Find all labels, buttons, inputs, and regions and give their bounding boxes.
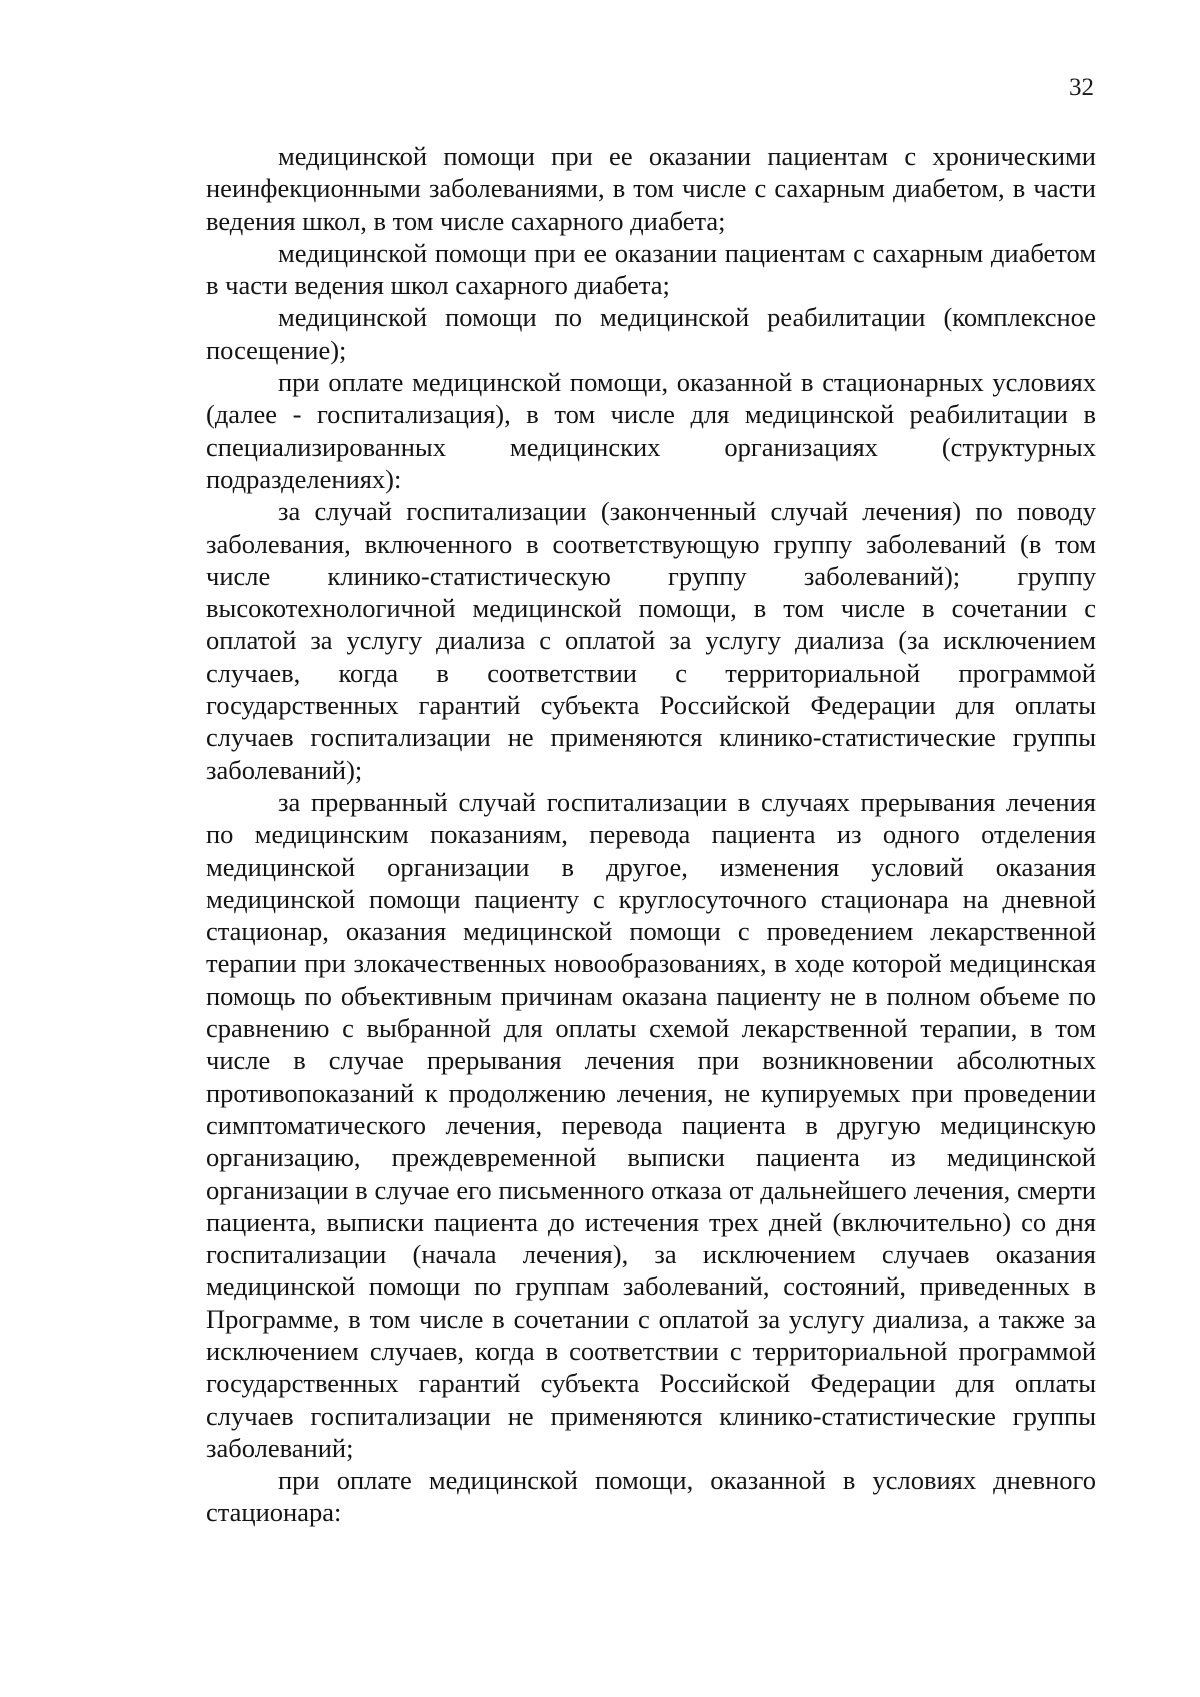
document-body (206, 140, 1096, 1529)
paragraph: за случай госпитализации (законченный случай лечения) по поводу заболевания, включенного в соответствующую группу заболеваний (в том числе клинико-статистическую группу заболеваний); группу высокотехнологичной медицинской помощи, в том числе в сочетании с оплатой за услугу диализа с оплатой за услугу диализа (за исключением случаев, когда в соответствии с территориальной программой государственных гарантий субъекта Российской Федерации для оплаты случаев госпитализации не применяются клинико-статистические группы заболеваний); (206, 496, 1096, 785)
paragraph: при оплате медицинской помощи, оказанной в условиях дневного стационара: (206, 1465, 1096, 1528)
paragraph: за прерванный случай госпитализации в случаях прерывания лечения по медицинским показаниям, перевода пациента из одного отделения медицинской организации в другое, изменения условий оказания медицинской помощи пациенту с круглосуточного стационара на дневной стационар, оказания медицинской помощи с проведением лекарственной терапии при злокачественных новообразованиях, в ходе которой медицинская помощь по объективным причинам оказана пациенту не в полном объеме по сравнению с выбранной для оплаты схемой лекарственной терапии, в том числе в случае прерывания лечения при возникновении абсолютных противопоказаний к продолжению лечения, не купируемых при проведении симптоматического лечения, перевода пациента в другую медицинскую организацию, преждевременной выписки пациента из медицинской организации в случае его письменного отказа от дальнейшего лечения, смерти пациента, выписки пациента до истечения трех дней (включительно) со дня госпитализации (начала лечения), за исключением случаев оказания медицинской помощи по группам заболеваний, состояний, приведенных в Программе, в том числе в сочетании с оплатой за услугу диализа, а также за исключением случаев, когда в соответствии с территориальной программой государственных гарантий субъекта Российской Федерации для оплаты случаев госпитализации не применяются клинико-статистические группы заболеваний; (206, 786, 1096, 1463)
paragraph: медицинской помощи при ее оказании пациентам с хроническими неинфекционными заболеваниями, в том числе с сахарным диабетом, в части ведения школ, в том числе сахарного диабета; (206, 141, 1096, 236)
paragraph: при оплате медицинской помощи, оказанной в стационарных условиях (далее - госпитализация), в том числе для медицинской реабилитации в специализированных медицинских организациях (структурных подразделениях): (206, 367, 1096, 494)
paragraph: медицинской помощи при ее оказании пациентам с сахарным диабетом в части ведения школ сахарного диабета; (206, 237, 1096, 301)
page-number: 32 (1069, 74, 1094, 101)
paragraph: медицинской помощи по медицинской реабилитации (комплексное посещение); (206, 302, 1096, 365)
